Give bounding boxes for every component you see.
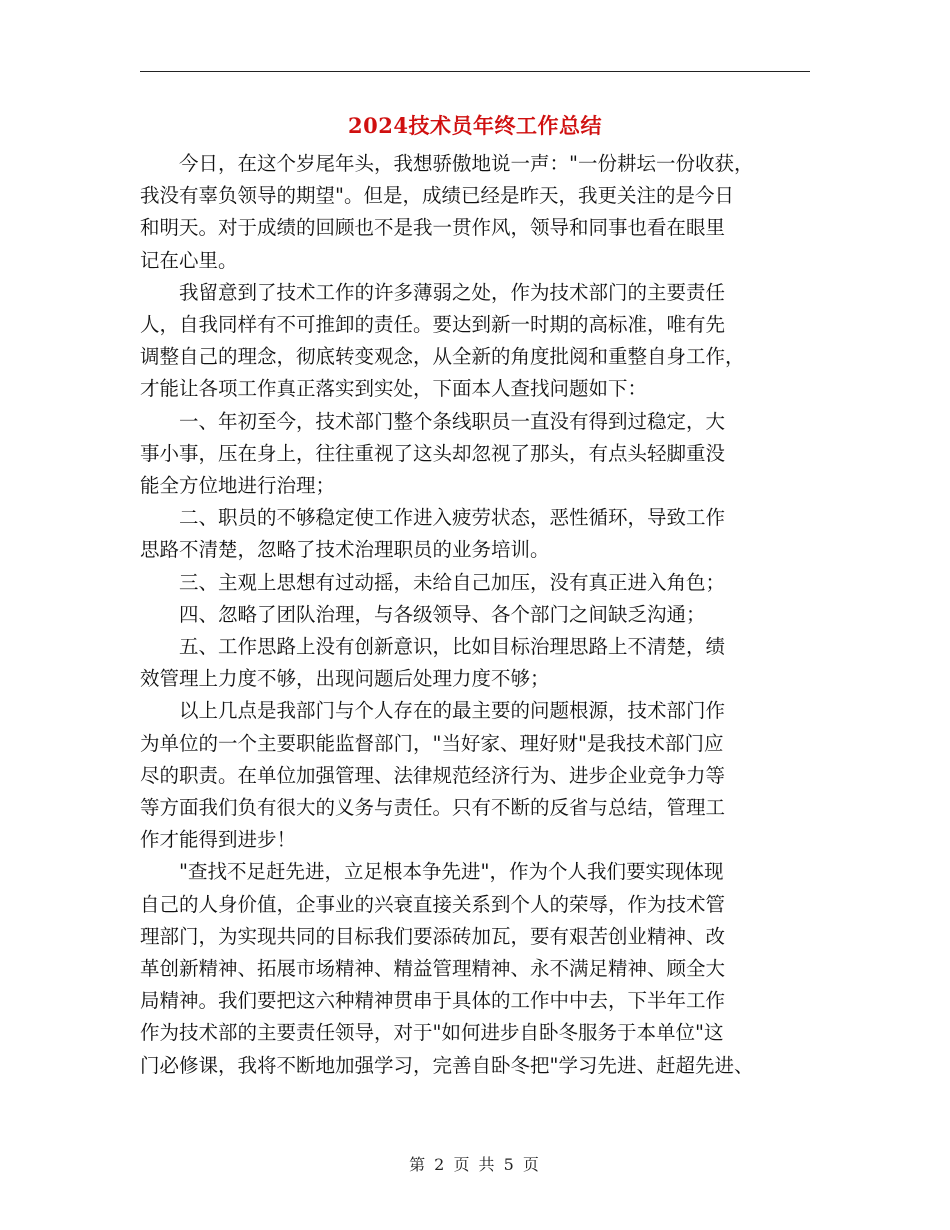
text-line: 思路不清楚，忽略了技术治理职员的业务培训。: [140, 538, 550, 562]
text-line: 效管理上力度不够，出现问题后处理力度不够；: [140, 667, 550, 691]
page-number: 第 2 页 共 5 页: [409, 1155, 541, 1174]
text-line: 四、忽略了团队治理，与各级领导、各个部门之间缺乏沟通；: [179, 602, 706, 626]
paragraph: [140, 599, 812, 631]
text-line: "查找不足赶先进，立足根本争先进"，作为个人我们要实现体现: [179, 860, 724, 884]
text-line: 以上几点是我部门与个人存在的最主要的问题根源，技术部门作: [179, 699, 726, 723]
paragraph: [140, 567, 812, 599]
text-line: 理部门，为实现共同的目标我们要添砖加瓦，要有艰苦创业精神、改: [140, 924, 726, 948]
text-line: 事小事，压在身上，往往重视了这头却忽视了那头，有点头轻脚重没: [140, 441, 726, 465]
paragraph: [140, 148, 812, 277]
text-line: 革创新精神、拓展市场精神、精益管理精神、永不满足精神、顾全大: [140, 957, 726, 981]
text-line: 才能让各项工作真正落实到实处，下面本人查找问题如下：: [140, 377, 648, 401]
text-line: 门必修课，我将不断地加强学习，完善自卧冬把"学习先进、赶超先进、: [140, 1053, 754, 1077]
text-line: 今日，在这个岁尾年头，我想骄傲地说一声："一份耕坛一份收获，: [179, 152, 754, 175]
text-line: 记在心里。: [140, 248, 238, 272]
paragraph: [140, 406, 812, 503]
header-rule: [140, 71, 810, 72]
text-line: 五、工作思路上没有创新意识，比如目标治理思路上不清楚，绩: [179, 635, 726, 659]
paragraph: [140, 631, 812, 695]
text-line: 和明天。对于成绩的回顾也不是我一贯作风，领导和同事也看在眼里: [140, 216, 726, 240]
paragraph: [140, 856, 812, 1081]
text-line: 三、主观上思想有过动摇，未给自己加压，没有真正进入角色；: [179, 570, 726, 594]
document-title: 2024技术员年终工作总结: [348, 113, 602, 138]
text-line: 一、年初至今，技术部门整个条线职员一直没有得到过稳定，大: [179, 409, 726, 433]
text-line: 能全方位地进行治理；: [140, 474, 336, 498]
document-body: [140, 148, 812, 1082]
text-line: 为单位的一个主要职能监督部门，"当好家、理好财"是我技术部门应: [140, 731, 724, 755]
text-line: 人，自我同样有不可推卸的责任。要达到新一时期的高标准，唯有先: [140, 313, 726, 337]
text-line: 我没有辜负领导的期望"。但是，成绩已经是昨天，我更关注的是今日: [140, 184, 734, 208]
text-line: 作才能得到进步！: [140, 828, 297, 852]
text-line: 作为技术部的主要责任领导，对于"如何进步自卧冬服务于本单位"这: [140, 1021, 724, 1045]
paragraph: [140, 695, 812, 856]
paragraph: [140, 277, 812, 406]
text-line: 自己的人身价值，企事业的兴衰直接关系到个人的荣辱，作为技术管: [140, 892, 726, 916]
paragraph: [140, 502, 812, 566]
text-line: 等方面我们负有很大的义务与责任。只有不断的反省与总结，管理工: [140, 796, 726, 820]
text-line: 调整自己的理念，彻底转变观念，从全新的角度批阅和重整自身工作，: [140, 345, 745, 369]
text-line: 局精神。我们要把这六种精神贯串于具体的工作中中去，下半年工作: [140, 989, 726, 1013]
text-line: 我留意到了技术工作的许多薄弱之处，作为技术部门的主要责任: [179, 280, 726, 304]
text-line: 尽的职责。在单位加强管理、法律规范经济行为、进步企业竞争力等: [140, 763, 726, 787]
text-line: 二、职员的不够稳定使工作进入疲劳状态，恶性循环，导致工作: [179, 506, 726, 530]
